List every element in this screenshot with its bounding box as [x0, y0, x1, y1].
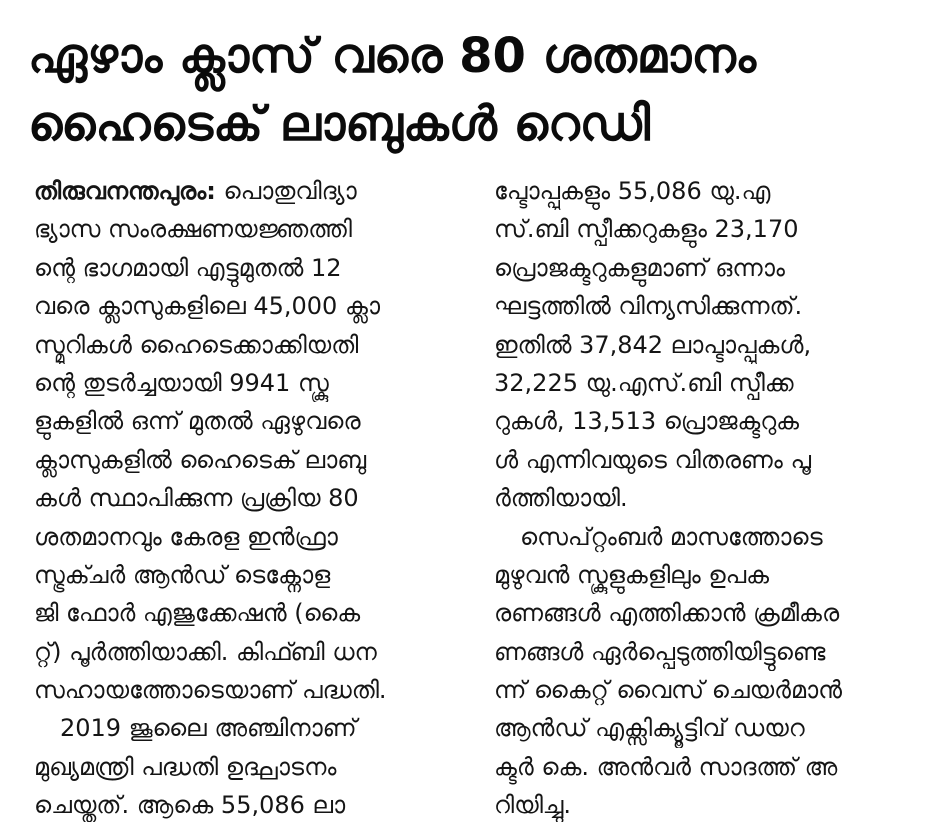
article-line: സഹായത്തോടെയാണ് പദ്ധതി.: [34, 676, 387, 705]
article-line: 32,225 യു.എസ്.ബി സ്പീക്ക: [494, 368, 794, 397]
article-line: കൾ സ്ഥാപിക്കുന്ന പ്രക്രിയ 80: [34, 484, 359, 513]
article-line: രണങ്ങൾ എത്തിക്കാൻ ക്രമീകര: [494, 599, 840, 628]
article-line: വരെ ക്ലാസുകളിലെ 45,000 ക്ലാ: [34, 292, 380, 321]
headline-line-1: ഏഴാം ക്ലാസ് വരെ 80 ശതമാനം: [28, 28, 756, 84]
article-line: ക്ടർ കെ. അൻവർ സാദത്ത് അ: [494, 752, 838, 781]
article-line: റുകൾ, 13,513 പ്രൊജക്ടറുക: [494, 407, 800, 436]
article-line: ശതമാനവും കേരള ഇൻഫ്രാ: [34, 522, 338, 551]
article-line: ന്റെ ഭാഗമായി എട്ടുമുതൽ 12: [34, 253, 342, 282]
article-column-right: [494, 172, 914, 822]
headline: [28, 22, 918, 158]
article-line: ന്റെ തുടർച്ചയായി 9941 സ്കൂ: [34, 368, 329, 397]
article-text: പൊതുവിദ്യാ: [215, 177, 357, 205]
article-line: ഭ്യാസ സംരക്ഷണയജ്ഞത്തി: [34, 215, 352, 244]
headline-line-2: ഹൈടെക് ലാബുകൾ റെഡി: [28, 96, 651, 152]
article-line: ജി ഫോർ എജുക്കേഷൻ (കൈ: [34, 599, 361, 628]
article-line: മുഴുവൻ സ്കൂളുകളിലും ഉപക: [494, 560, 770, 589]
article-line: സ്മുറികൾ ഹൈടെക്കാക്കിയതി: [34, 330, 359, 359]
article-line: ർത്തിയായി.: [494, 484, 628, 513]
article-line: 2019 ജൂലൈ അഞ്ചിനാണ്: [60, 714, 357, 743]
article-line: ണങ്ങൾ ഏർപ്പെടുത്തിയിട്ടുണ്ടെ: [494, 637, 826, 666]
article-column-left: [34, 172, 474, 822]
article-line: ളുകളിൽ ഒന്ന് മുതൽ ഏഴുവരെ: [34, 407, 361, 436]
article-line: ൾ എന്നിവയുടെ വിതരണം പൂ: [494, 445, 811, 474]
article-line: റ്റ്) പൂർത്തിയാക്കി. കിഫ്ബി ധന: [34, 637, 377, 666]
article-line: പ്ടോപ്പുകളും 55,086 യു.എ: [494, 177, 771, 205]
article-line: ക്ലാസുകളിൽ ഹൈടെക് ലാബു: [34, 445, 367, 474]
article-line: [34, 172, 474, 210]
article-line: സ്ട്രക്ചർ ആൻഡ് ടെക്നോള: [34, 560, 331, 589]
dateline: തിരുവനന്തപുരം:: [34, 177, 216, 205]
article-line: പ്രൊജക്ടറുകളുമാണ് ഒന്നാം: [494, 253, 785, 282]
article-line: ചെയ്തത്. ആകെ 55,086 ലാ: [34, 791, 346, 820]
article-line: മുഖ്യമന്ത്രി പദ്ധതി ഉദ്ഘാടനം: [34, 752, 337, 781]
article-line: ഘട്ടത്തിൽ വിന്യസിക്കുന്നത്.: [494, 292, 803, 321]
article-line: റിയിച്ചു.: [494, 791, 572, 820]
article-line: ആൻഡ് എക്സിക്യൂട്ടിവ് ഡയറ: [494, 714, 805, 743]
article-line: ഇതിൽ 37,842 ലാപ്ടാപ്പുകൾ,: [494, 330, 812, 359]
article-line: സെപ്റ്റംബർ മാസത്തോടെ: [520, 522, 823, 551]
article-line: ന്ന് കൈറ്റ് വൈസ് ചെയർമാൻ: [494, 676, 843, 705]
article-line: സ്.ബി സ്പീക്കറുകളും 23,170: [494, 215, 799, 244]
